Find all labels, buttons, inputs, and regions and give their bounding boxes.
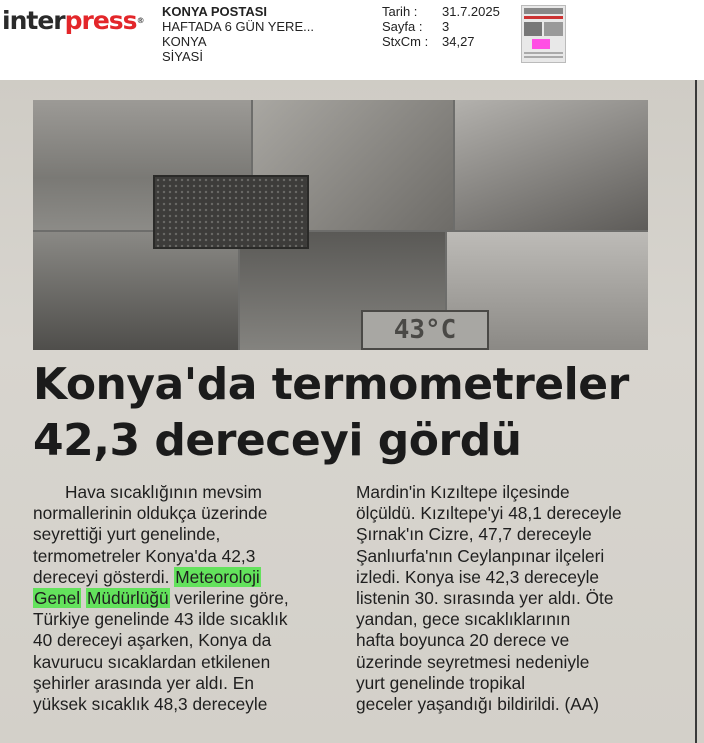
text-line: listenin 30. sırasında yer aldı. Öte [356,588,614,609]
text-line: geceler yaşandığı bildirildi. (AA) [356,694,600,715]
text-line: Şanlıurfa'nın Ceylanpınar ilçeleri [356,545,605,566]
publication-name: KONYA POSTASI [162,4,267,19]
meta-size-row [382,34,500,49]
meta-page-row [382,19,500,34]
meta-date-value: 31.7.2025 [442,4,500,19]
meta-date-row [382,4,500,19]
meta-date-label: Tarih : [382,4,418,19]
text-line [33,567,333,588]
photo-fan-woman [455,100,648,230]
thermometer-panel [153,175,309,249]
publication-info [162,4,314,64]
text-fragment: verilerine göre, [174,588,289,609]
text-line: ölçüldü. Kızıltepe'yi 48,1 dereceyle [356,503,622,524]
interpress-logo [2,6,144,36]
body-text [33,482,333,715]
article-column-2 [356,482,656,715]
publication-city: KONYA [162,34,207,49]
clipping-meta [382,4,500,49]
highlighted-keyword: Meteoroloji [175,566,260,587]
article-headline [33,357,663,469]
photo-umbrella-woman [33,232,238,350]
column-divider [695,80,697,743]
text-line: termometreler Konya'da 42,3 [33,545,256,566]
text-line: 40 dereceyi aşarken, Konya da [33,630,272,651]
article-location-marker [532,39,550,49]
publication-category: SİYASİ [162,49,203,64]
logo-suffix: press [64,6,137,35]
text-line: izledi. Konya ise 42,3 dereceyle [356,566,600,587]
text-fragment: dereceyi gösterdi. [33,566,170,587]
text-line: seyrettiği yurt genelinde, [33,524,221,545]
headline-line-2: 42,3 dereceyi gördü [33,415,522,466]
text-line: yurt genelinde tropikal [356,672,526,693]
text-line [33,588,333,609]
page-thumbnail[interactable] [521,5,566,63]
text-line: yüksek sıcaklık 48,3 dereceyle [33,694,268,715]
text-line: normallerinin oldukça üzerinde [33,503,268,524]
logo-registered-mark: ® [136,16,144,25]
text-line: yandan, gece sıcaklıklarının [356,609,571,630]
highlighted-keyword: Genel [34,588,81,609]
meta-page-value: 3 [442,19,450,34]
highlighted-keyword: Müdürlüğü [86,588,169,609]
meta-size-label: StxCm : [382,34,429,49]
publication-frequency: HAFTADA 6 GÜN YERE... [162,19,314,34]
article-photo-collage [33,100,648,350]
text-line: hafta boyunca 20 derece ve [356,630,570,651]
logo-prefix: inter [2,6,65,35]
article-column-1 [33,482,333,715]
meta-page-label: Sayfa : [382,19,423,34]
clipping-header [0,0,704,80]
text-line: Hava sıcaklığının mevsim [65,482,262,502]
text-line: Şırnak'ın Cizre, 47,7 dereceyle [356,524,592,545]
temperature-display: 43°C [361,310,489,350]
text-line: üzerinde seyretmesi nedeniyle [356,651,590,672]
headline-line-1: Konya'da termometreler [33,359,629,410]
text-line: şehirler arasında yer aldı. En [33,672,254,693]
body-text [356,482,656,715]
text-line: kavurucu sıcaklardan etkilenen [33,651,271,672]
text-line: Mardin'in Kızıltepe ilçesinde [356,482,570,502]
text-line: Türkiye genelinde 43 ilde sıcaklık [33,609,288,630]
meta-size-value: 34,27 [442,34,475,49]
